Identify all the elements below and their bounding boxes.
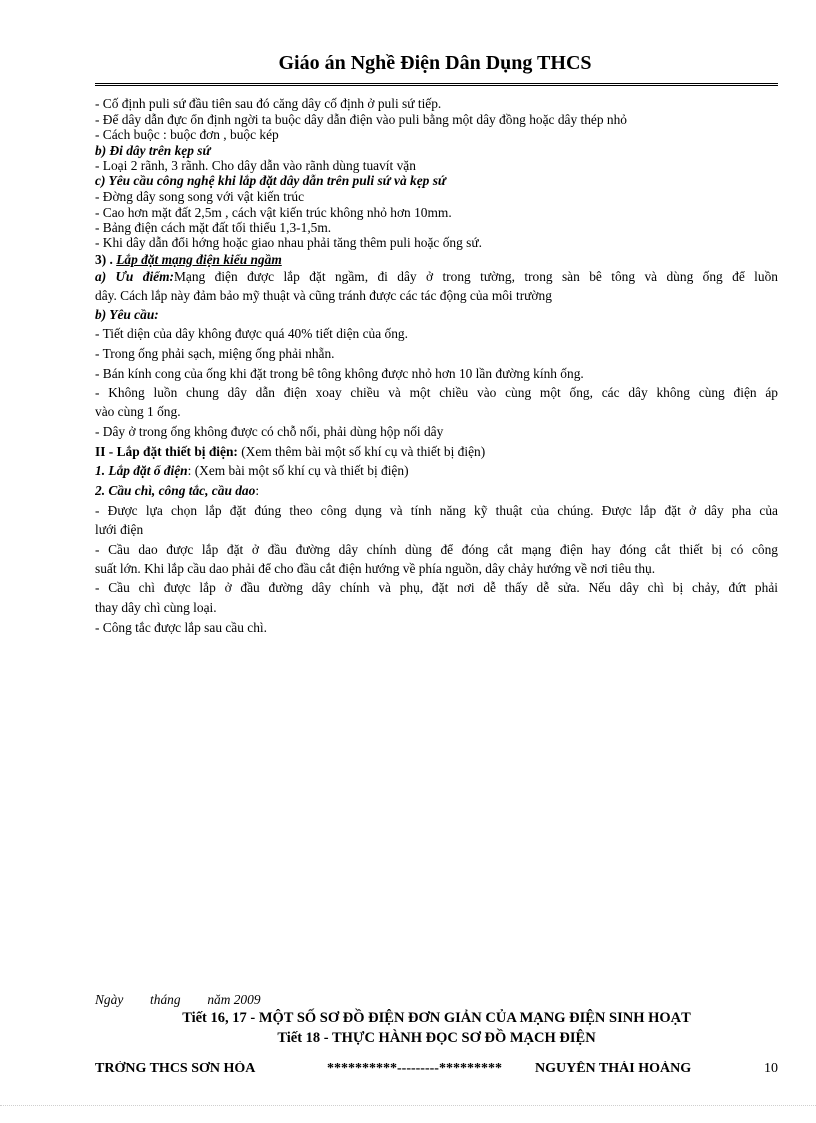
item-1-heading xyxy=(95,463,778,478)
item-2-label: 2. Cầu chì, công tắc, cầu dao xyxy=(95,483,256,498)
requirements-label: b) Yêu cầu: xyxy=(95,307,159,322)
page-edge-divider xyxy=(0,1105,816,1106)
paragraph-line: - Loại 2 rãnh, 3 rãnh. Cho dây dẫn vào rãnh dùng tuavít vặn xyxy=(95,158,416,173)
paragraph-line: thay dây chì cùng loại. xyxy=(95,600,217,615)
lesson-title-2: Tiết 18 - THỰC HÀNH ĐỌC SƠ ĐỒ MẠCH ĐIỆN xyxy=(277,1030,596,1046)
item-1-note: : (Xem bài một số khí cụ và thiết bị điện) xyxy=(187,463,409,478)
footer-author: NGUYỄN THÁI HOÀNG xyxy=(535,1061,692,1076)
paragraph-line: - Đờng dây song song với vật kiến trúc xyxy=(95,189,305,204)
section-number: 3) . xyxy=(95,252,117,267)
advantage-label: a) Ưu điểm: xyxy=(95,269,174,284)
paragraph-line: dây. Cách lắp này đảm bảo mỹ thuật và cũng tránh được các tác động của môi trường xyxy=(95,288,552,303)
footer-school: TRỜNG THCS SƠN HÒA xyxy=(95,1061,256,1076)
advantage-line xyxy=(95,269,778,284)
paragraph-line: - Được lựa chọn lắp đặt đúng theo công dụng và tính năng kỹ thuật của chúng. Được lắp đặt ở dây pha của xyxy=(95,503,778,518)
paragraph-line: - Không luồn chung dây dẫn điện xoay chiều và một chiều vào cùng một ống, các dây không cùng điện áp xyxy=(95,385,778,400)
paragraph-line: - Cao hơn mặt đất 2,5m , cách vật kiến trúc không nhỏ hơn 10mm. xyxy=(95,205,452,220)
paragraph-line: - Dây ở trong ống không được có chỗ nối, phải dùng hộp nối dây xyxy=(95,424,444,439)
advantage-text: Mạng điện được lắp đặt ngầm, đi dây ở trong tường, trong sàn bê tông và dùng ống để luồn xyxy=(174,269,778,284)
page-footer xyxy=(95,1061,778,1077)
page-title: Giáo án Nghề Điện Dân Dụng THCS xyxy=(278,52,592,74)
lesson-title-1: Tiết 16, 17 - MỘT SỐ SƠ ĐỒ ĐIỆN ĐƠN GIẢN CỦA MẠNG ĐIỆN SINH HOẠT xyxy=(182,1010,691,1026)
paragraph-line: - Bán kính cong của ống khi đặt trong bê tông không được nhỏ hơn 10 lần đường kính ống. xyxy=(95,366,584,381)
section-3-heading xyxy=(95,252,778,267)
paragraph-line: - Bảng điện cách mặt đất tối thiểu 1,3-1,5m. xyxy=(95,220,332,235)
item-1-label: 1. Lắp đặt ổ điện xyxy=(95,463,188,478)
paragraph-line: - Cố định puli sứ đầu tiên sau đó căng dây cố định ở puli sứ tiếp. xyxy=(95,96,442,111)
part-2-note: (Xem thêm bài một số khí cụ và thiết bị điện) xyxy=(237,444,486,459)
part-2-heading xyxy=(95,444,778,459)
paragraph-line: - Cầu dao được lắp đặt ở đầu đường dây chính dùng để đóng cắt mạng điện hay đóng cắt thiết bị có công xyxy=(95,542,778,557)
section-title: Lắp đặt mạng điện kiểu ngầm xyxy=(116,252,282,267)
paragraph-line: - Trong ống phải sạch, miệng ống phải nhẵn. xyxy=(95,346,335,361)
paragraph-line: - Cầu chì được lắp ở đầu đường dây chính và phụ, đặt nơi dễ thấy dễ sửa. Nếu dây chì bị chảy, đứt phải xyxy=(95,580,778,595)
footer-separator: **********---------********* xyxy=(327,1061,502,1076)
paragraph-line: - Công tắc được lắp sau cầu chì. xyxy=(95,620,267,635)
subheading-kep-su: b) Đi dây trên kẹp sứ xyxy=(95,143,211,158)
paragraph-line: - Khi dây dẫn đổi hớng hoặc giao nhau phải tăng thêm puli hoặc ống sứ. xyxy=(95,235,482,250)
date-line: Ngày tháng năm 2009 xyxy=(95,992,261,1007)
page-number: 10 xyxy=(764,1061,778,1076)
paragraph-line: lưới điện xyxy=(95,522,144,537)
subheading-yeu-cau-cong-nghe: c) Yêu cầu công nghệ khi lắp đặt dây dẫn trên puli sứ và kẹp sứ xyxy=(95,173,446,188)
paragraph-line: suất lớn. Khi lắp cầu dao phải để cho đầu cắt điện hướng về phía nguồn, dây chảy hướng về nơi tiêu thụ. xyxy=(95,561,656,576)
item-2-colon: : xyxy=(255,483,260,498)
item-2-heading xyxy=(95,483,778,498)
paragraph-line: vào cùng 1 ống. xyxy=(95,404,181,419)
title-divider xyxy=(95,83,778,86)
paragraph-line: - Tiết diện của dây không được quá 40% tiết diện của ống. xyxy=(95,326,408,341)
paragraph-line: - Để dây dẫn đực ổn định ngời ta buộc dây dẫn điện vào puli bằng một dây đồng hoặc dây thép nhỏ xyxy=(95,112,627,127)
paragraph-line: - Cách buộc : buộc đơn , buộc kép xyxy=(95,127,279,142)
part-2-label: II - Lắp đặt thiết bị điện: xyxy=(95,444,238,459)
